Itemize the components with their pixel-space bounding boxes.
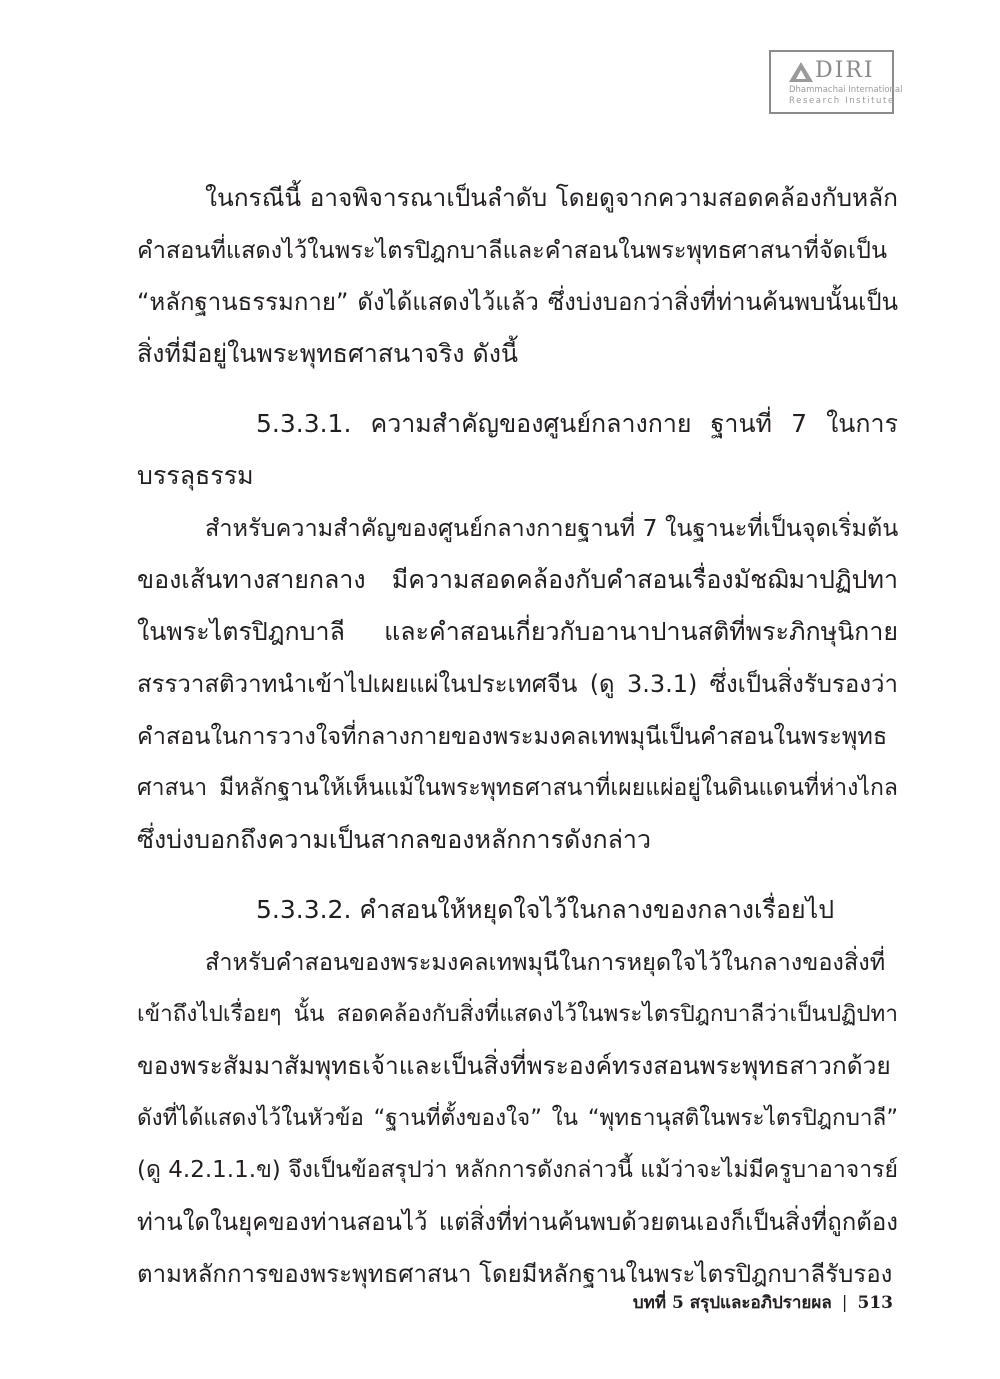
text-line: ในพระไตรปิฎกบาลี และคำสอนเกี่ยวกับอานาปานสติที่พระภิกษุนิกาย <box>137 617 898 646</box>
paragraph-intro <box>137 172 898 380</box>
section-heading-5-3-3-2 <box>137 884 898 936</box>
text-line: ตามหลักการของพระพุทธศาสนา โดยมีหลักฐานในพระไตรปิฎกบาลีรับรอง <box>137 1260 893 1288</box>
paragraph-5-3-3-2 <box>137 936 898 1300</box>
logo-subtitle-line1: Dhammachai International <box>789 85 903 95</box>
logo-subtitle-line2: Research Institute <box>789 96 895 106</box>
text-line: สำหรับความสำคัญของศูนย์กลางกายฐานที่ 7 ในฐานะที่เป็นจุดเริ่มต้น <box>205 514 899 542</box>
text-line: สิ่งที่มีอยู่ในพระพุทธศาสนาจริง ดังนี้ <box>137 339 518 368</box>
text-line: เข้าถึงไปเรื่อยๆ นั้น สอดคล้องกับสิ่งที่แสดงไว้ในพระไตรปิฎกบาลีว่าเป็นปฏิปทา <box>137 1001 898 1027</box>
text-line: (ดู 4.2.1.1.ข) จึงเป็นข้อสรุปว่า หลักการดังกล่าวนี้ แม้ว่าจะไม่มีครูบาอาจารย์ <box>137 1157 898 1183</box>
logo-wordmark: DIRI <box>815 58 875 83</box>
text-line: ในกรณีนี้ อาจพิจารณาเป็นลำดับ โดยดูจากความสอดคล้องกับหลัก <box>205 183 898 212</box>
diri-logo <box>769 50 903 114</box>
text-line: คำสอนในการวางใจที่กลางกายของพระมงคลเทพมุนีเป็นคำสอนในพระพุทธ <box>137 722 888 750</box>
heading-line: 5.3.3.1. ความสำคัญของศูนย์กลางกาย ฐานที่ 7 ในการ <box>256 409 898 438</box>
text-line: สรรวาสติวาทนำเข้าไปเผยแผ่ในประเทศจีน (ดู 3.3.1) ซึ่งเป็นสิ่งรับรองว่า <box>137 670 898 698</box>
text-line: ของพระสัมมาสัมพุทธเจ้าและเป็นสิ่งที่พระองค์ทรงสอนพระพุทธสาวกด้วย <box>137 1051 891 1080</box>
footer-separator: | <box>841 1293 848 1313</box>
text-line: คำสอนที่แสดงไว้ในพระไตรปิฎกบาลีและคำสอนในพระพุทธศาสนาที่จัดเป็น <box>137 236 888 264</box>
heading-line: บรรลุธรรม <box>137 461 254 490</box>
text-line: ซึ่งบ่งบอกถึงความเป็นสากลของหลักการดังกล่าว <box>137 825 651 854</box>
triangle-logo-icon <box>789 62 813 82</box>
text-line: ท่านใดในยุคของท่านสอนไว้ แต่สิ่งที่ท่านค้นพบด้วยตนเองก็เป็นสิ่งที่ถูกต้อง <box>137 1208 898 1236</box>
text-line: ศาสนา มีหลักฐานให้เห็นแม้ในพระพุทธศาสนาที่เผยแผ่อยู่ในดินแดนที่ห่างไกล <box>137 775 898 801</box>
text-line: สำหรับคำสอนของพระมงคลเทพมุนีในการหยุดใจไว้ในกลางของสิ่งที่ <box>205 948 886 976</box>
page-number: 513 <box>857 1293 893 1313</box>
text-line: “หลักฐานธรรมกาย” ดังได้แสดงไว้แล้ว ซึ่งบ่งบอกว่าสิ่งที่ท่านค้นพบนั้นเป็น <box>137 288 898 316</box>
paragraph-5-3-3-1 <box>137 502 898 866</box>
page-footer <box>633 1289 893 1316</box>
text-line: ดังที่ได้แสดงไว้ในหัวข้อ “ฐานที่ตั้งของใจ” ใน “พุทธานุสติในพระไตรปิฎกบาลี” <box>137 1105 898 1131</box>
chapter-title: บทที่ 5 สรุปและอภิปรายผล <box>632 1293 832 1313</box>
section-heading-5-3-3-1 <box>137 398 898 502</box>
heading-line: 5.3.3.2. คำสอนให้หยุดใจไว้ในกลางของกลางเรื่อยไป <box>256 895 835 924</box>
page-body <box>137 172 898 1300</box>
text-line: ของเส้นทางสายกลาง มีความสอดคล้องกับคำสอนเรื่องมัชฌิมาปฏิปทา <box>137 565 898 594</box>
